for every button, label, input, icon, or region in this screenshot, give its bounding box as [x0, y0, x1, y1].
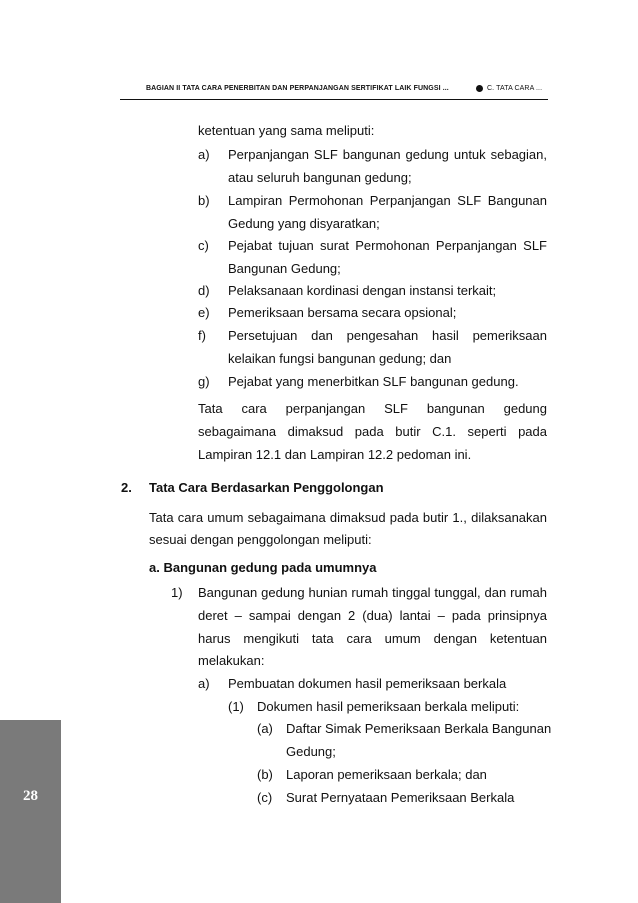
section-title: Tata Cara Berdasarkan Penggolongan — [149, 480, 384, 495]
list-item-text: melakukan: — [198, 653, 265, 668]
list-marker: d) — [198, 283, 210, 298]
intro-text: ketentuan yang sama meliputi: — [198, 123, 375, 138]
list-item-text: Gedung yang disyaratkan; — [228, 216, 380, 231]
list-item-text: Pemeriksaan bersama secara opsional; — [228, 305, 457, 320]
list-marker: b) — [198, 193, 210, 208]
list-marker: (c) — [257, 790, 273, 805]
list-item-text: Dokumen hasil pemeriksaan berkala meliputi: — [257, 699, 520, 714]
list-item-text: Lampiran Permohonan Perpanjangan SLF Bangunan — [228, 193, 547, 208]
paragraph-line: Lampiran 12.1 dan Lampiran 12.2 pedoman ini. — [198, 447, 472, 462]
list-item-text: Pejabat yang menerbitkan SLF bangunan gedung. — [228, 374, 519, 389]
list-item-text: atau seluruh bangunan gedung; — [228, 170, 412, 185]
list-marker: g) — [198, 374, 210, 389]
list-item-text: Persetujuan dan pengesahan hasil pemeriksaan — [228, 328, 547, 343]
list-marker: c) — [198, 238, 209, 253]
list-marker: 1) — [171, 585, 183, 600]
list-item-text: Perpanjangan SLF bangunan gedung untuk sebagian, — [228, 147, 547, 162]
list-marker: a) — [198, 147, 210, 162]
list-item-text: Pelaksanaan kordinasi dengan instansi terkait; — [228, 283, 497, 298]
running-header — [120, 78, 547, 98]
list-marker: a) — [198, 676, 210, 691]
list-item-text: kelaikan fungsi bangunan gedung; dan — [228, 351, 452, 366]
list-item-text: Bangunan Gedung; — [228, 261, 341, 276]
paragraph-line: Tata cara perpanjangan SLF bangunan gedung — [198, 401, 547, 416]
list-item-text: Bangunan gedung hunian rumah tinggal tunggal, dan rumah — [198, 585, 547, 600]
list-item-text: Daftar Simak Pemeriksaan Berkala Bangunan — [286, 721, 552, 736]
section-number: 2. — [121, 480, 132, 495]
list-item-text: Gedung; — [286, 744, 336, 759]
list-marker: (a) — [257, 721, 273, 736]
list-item-text: deret – sampai dengan 2 (dua) lantai – pada prinsipnya — [198, 608, 547, 623]
list-item-text: Surat Pernyataan Pemeriksaan Berkala — [286, 790, 515, 805]
list-item-text: harus mengikuti tata cara umum dengan ketentuan — [198, 631, 547, 646]
list-marker: (b) — [257, 767, 273, 782]
list-item-text: Pejabat tujuan surat Permohonan Perpanjangan SLF — [228, 238, 547, 253]
list-item-text: Laporan pemeriksaan berkala; dan — [286, 767, 487, 782]
list-marker: (1) — [228, 699, 244, 714]
page-number-tab — [0, 720, 61, 903]
page-number: 28 — [23, 788, 38, 804]
list-item-text: Pembuatan dokumen hasil pemeriksaan berkala — [228, 676, 507, 691]
header-subsection-title: C. TATA CARA ... — [487, 85, 543, 92]
subsection-heading: a. Bangunan gedung pada umumnya — [149, 560, 377, 575]
list-marker: e) — [198, 305, 210, 320]
paragraph-line: sesuai dengan penggolongan meliputi: — [149, 532, 372, 547]
bullet-dot-icon — [476, 85, 483, 92]
paragraph-line: sebagaimana dimaksud pada butir C.1. seperti pada — [198, 424, 547, 439]
paragraph-line: Tata cara umum sebagaimana dimaksud pada butir 1., dilaksanakan — [149, 510, 547, 525]
header-section-title: BAGIAN II TATA CARA PENERBITAN DAN PERPANJANGAN SERTIFIKAT LAIK FUNGSI ... — [146, 85, 449, 92]
list-marker: f) — [198, 328, 206, 343]
header-divider — [120, 99, 548, 100]
